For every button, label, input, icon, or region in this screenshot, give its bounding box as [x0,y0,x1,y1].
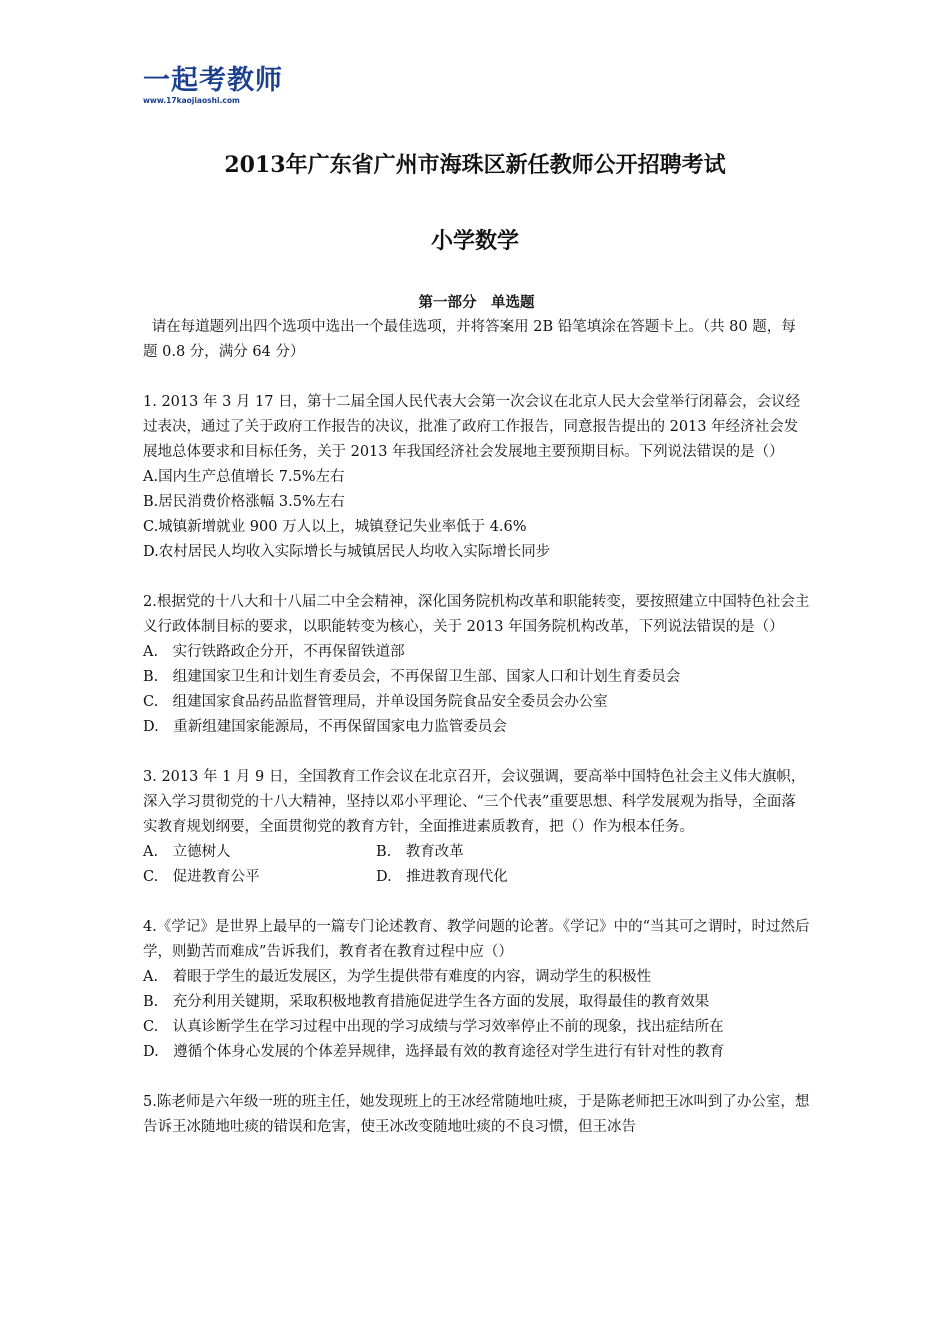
option-a: A.国内生产总值增长 7.5%左右 [143,469,345,485]
option-d: D.农村居民人均收入实际增长与城镇居民人均收入实际增长同步 [143,544,551,560]
document-body [143,290,810,1140]
question-stem: 4.《学记》是世界上最早的一篇专门论述教育、教学问题的论著。《学记》中的“当其可之谓时，时过然后学，则勤苦而难成”告诉我们，教育者在教育过程中应（） [143,919,810,960]
question-1 [143,390,810,565]
option-b: B.居民消费价格涨幅 3.5%左右 [143,494,345,510]
option-c: C.城镇新增就业 900 万人以上，城镇登记失业率低于 4.6% [143,519,527,535]
section-instructions: 请在每道题列出四个选项中选出一个最佳选项，并将答案用 2B 铅笔填涂在答题卡上。（共 80 题，每题 0.8 分，满分 64 分） [143,319,796,360]
section-heading: 第一部分 单选题 [418,294,535,311]
logo [143,65,283,106]
question-stem: 5.陈老师是六年级一班的班主任，她发现班上的王冰经常随地吐痰，于是陈老师把王冰叫到了办公室，想告诉王冰随地吐痰的错误和危害，使王冰改变随地吐痰的不良习惯，但王冰告 [143,1094,810,1135]
question-stem: 2.根据党的十八大和十八届二中全会精神，深化国务院机构改革和职能转变，要按照建立中国特色社会主义行政体制目标的要求，以职能转变为核心，关于 2013 年国务院机构改革，下列说法错误的是（） [143,594,810,635]
question-stem: 1. 2013 年 3 月 17 日，第十二届全国人民代表大会第一次会议在北京人民大会堂举行闭幕会，会议经过表决，通过了关于政府工作报告的决议，批准了政府工作报告，同意报告提出的 2013 年经济社会发展地总体要求和目标任务，关于 2013 年我国经济社会发展地主要预期目标。下列说法错误的是（） [143,394,801,460]
option-b: B. 充分利用关键期，采取积极地教育措施促进学生各方面的发展，取得最佳的教育效果 [143,994,710,1010]
option-d: D. 重新组建国家能源局，不再保留国家电力监管委员会 [143,719,507,735]
option-c: C. 认真诊断学生在学习过程中出现的学习成绩与学习效率停止不前的现象，找出症结所在 [143,1019,724,1035]
logo-name: 一起考教师 [143,65,283,96]
question-2 [143,590,810,740]
option-c: C. 促进教育公平 [143,869,260,885]
question-stem: 3. 2013 年 1 月 9 日，全国教育工作会议在北京召开，会议强调，要高举中国特色社会主义伟大旗帜，深入学习贯彻党的十八大精神，坚持以邓小平理论、“三个代表”重要思想、科学发展观为指导，全面落实教育规划纲要，全面贯彻党的教育方针，全面推进素质教育，把（）作为根本任务。 [143,769,806,835]
option-d: D. 推进教育现代化 [376,869,508,885]
option-a: A. 着眼于学生的最近发展区，为学生提供带有难度的内容，调动学生的积极性 [143,969,652,985]
option-b: B. 组建国家卫生和计划生育委员会，不再保留卫生部、国家人口和计划生育委员会 [143,669,681,685]
option-a: A. 立德树人 [143,844,231,860]
question-3 [143,765,810,890]
options-grid [143,840,810,890]
logo-url: www.17kaojiaoshi.com [143,96,240,105]
document-subtitle: 小学数学 [430,228,519,254]
option-c: C. 组建国家食品药品监督管理局，并单设国务院食品安全委员会办公室 [143,694,608,710]
option-a: A. 实行铁路政企分开，不再保留铁道部 [143,644,405,660]
option-b: B. 教育改革 [376,844,464,860]
question-5 [143,1090,810,1140]
document-title: 2013年广东省广州市海珠区新任教师公开招聘考试 [224,152,726,178]
option-d: D. 遵循个体身心发展的个体差异规律，选择最有效的教育途径对学生进行有针对性的教育 [143,1044,725,1060]
question-4 [143,915,810,1065]
